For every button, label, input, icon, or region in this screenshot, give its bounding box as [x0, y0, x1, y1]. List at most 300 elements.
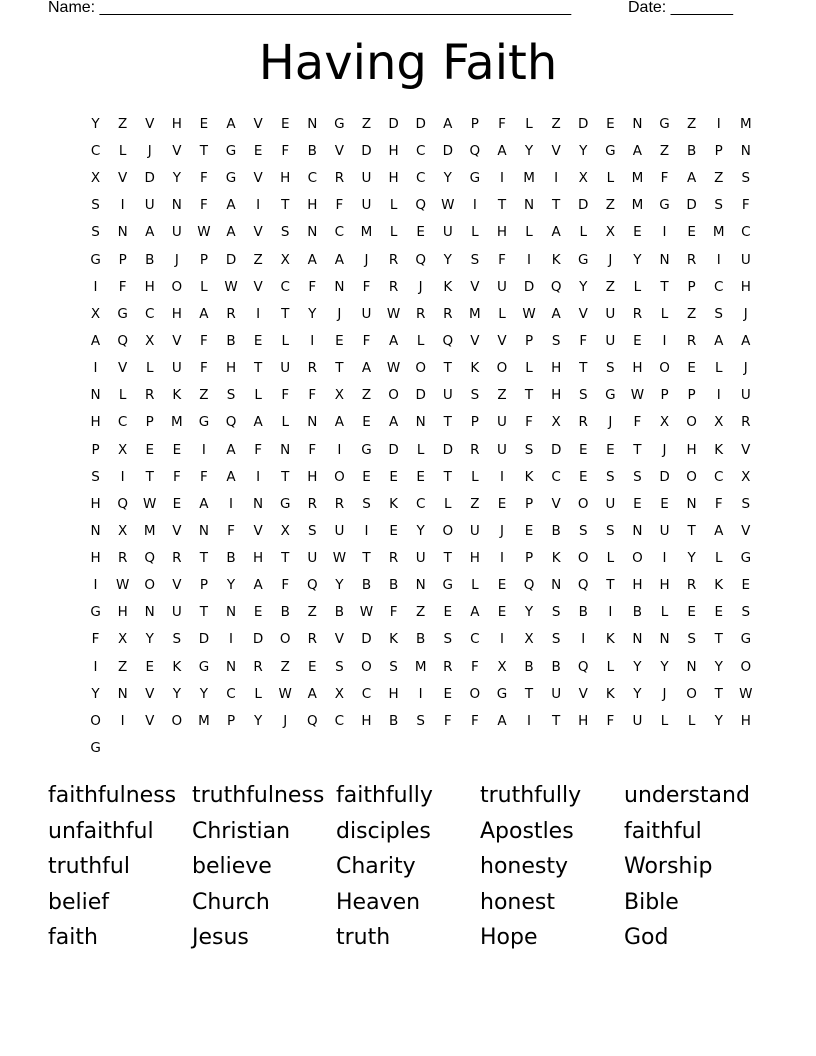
grid-letter: H — [388, 685, 399, 702]
grid-letter: J — [337, 305, 342, 322]
grid-letter: A — [199, 495, 209, 512]
word-bank-item: faith — [48, 925, 98, 950]
grid-letter: I — [93, 577, 98, 594]
grid-letter: V — [470, 332, 480, 349]
grid-letter: A — [686, 170, 697, 187]
grid-letter: G — [605, 142, 616, 159]
grid-letter: X — [524, 631, 534, 648]
grid-letter: F — [200, 332, 208, 349]
grid-letter: I — [716, 251, 721, 268]
grid-letter: N — [171, 197, 182, 214]
grid-letter: S — [551, 631, 561, 648]
grid-letter: Q — [577, 658, 589, 675]
grid-letter: N — [225, 604, 237, 621]
grid-letter: F — [281, 142, 290, 159]
grid-letter: M — [523, 170, 535, 187]
grid-letter: P — [660, 387, 669, 404]
grid-letter: C — [117, 414, 128, 431]
grid-letter: G — [605, 387, 616, 404]
grid-letter: J — [364, 251, 369, 268]
word-bank-item: belief — [48, 889, 110, 915]
grid-letter: D — [144, 170, 155, 187]
grid-letter: A — [334, 251, 345, 268]
grid-letter: X — [497, 658, 507, 675]
word-bank-item: truthful — [48, 854, 130, 879]
grid-letter: D — [578, 197, 589, 214]
grid-letter: J — [283, 712, 288, 729]
grid-letter: Y — [443, 170, 452, 187]
grid-letter: Q — [442, 332, 454, 349]
grid-letter: I — [499, 631, 504, 648]
grid-letter: E — [497, 577, 507, 594]
grid-letter: B — [145, 251, 155, 268]
grid-letter: Y — [524, 604, 534, 621]
grid-letter: D — [252, 631, 264, 648]
grid-letter: G — [469, 170, 481, 187]
grid-letter: C — [280, 278, 290, 295]
grid-letter: L — [525, 115, 533, 132]
grid-letter: H — [551, 360, 562, 377]
grid-letter: P — [687, 387, 696, 404]
grid-letter: P — [714, 142, 723, 159]
grid-letter: U — [605, 305, 616, 322]
grid-letter: W — [115, 577, 130, 594]
grid-letter: L — [471, 577, 479, 594]
grid-letter: V — [741, 522, 751, 539]
grid-letter: G — [578, 251, 589, 268]
word-bank-item: Charity — [336, 854, 416, 879]
grid-letter: G — [496, 685, 508, 702]
grid-letter: A — [551, 305, 561, 322]
grid-letter: A — [361, 360, 372, 377]
grid-letter: B — [416, 631, 426, 648]
grid-letter: W — [739, 685, 753, 702]
grid-letter: T — [362, 550, 371, 567]
grid-letter: Z — [686, 305, 697, 322]
grid-letter: E — [389, 468, 398, 485]
grid-letter: D — [198, 631, 210, 648]
grid-letter: T — [606, 577, 615, 594]
grid-letter: T — [281, 197, 290, 214]
grid-letter: L — [389, 197, 398, 214]
grid-letter: V — [145, 115, 155, 132]
grid-letter: S — [91, 197, 100, 214]
word-search-grid — [82, 111, 759, 762]
grid-letter: F — [470, 658, 479, 675]
grid-letter: K — [551, 550, 561, 567]
grid-letter: T — [443, 360, 452, 377]
grid-letter: U — [551, 685, 562, 702]
grid-letter: T — [145, 468, 154, 485]
grid-letter: O — [361, 658, 372, 675]
grid-letter: O — [577, 550, 589, 567]
grid-letter: X — [605, 224, 615, 241]
grid-letter: R — [686, 577, 697, 594]
grid-letter: S — [578, 522, 588, 539]
grid-letter: H — [659, 577, 670, 594]
grid-letter: O — [686, 468, 697, 485]
grid-letter: P — [145, 414, 154, 431]
grid-letter: X — [280, 251, 290, 268]
grid-letter: L — [498, 305, 506, 322]
grid-letter: U — [361, 305, 372, 322]
grid-letter: G — [334, 115, 345, 132]
grid-letter: H — [551, 387, 562, 404]
grid-letter: H — [171, 115, 182, 132]
grid-letter: P — [524, 495, 534, 512]
grid-letter: R — [253, 658, 263, 675]
grid-letter: A — [714, 522, 724, 539]
grid-letter: H — [144, 278, 155, 295]
grid-letter: F — [606, 712, 615, 729]
grid-letter: R — [632, 305, 643, 322]
grid-letter: V — [253, 115, 263, 132]
grid-letter: D — [415, 115, 426, 132]
grid-letter: R — [334, 495, 345, 512]
grid-letter: Y — [714, 658, 723, 675]
grid-letter: V — [578, 305, 588, 322]
grid-letter: F — [443, 712, 452, 729]
grid-letter: M — [712, 224, 725, 241]
grid-letter: E — [687, 604, 696, 621]
grid-letter: P — [524, 332, 534, 349]
grid-letter: H — [90, 550, 101, 567]
grid-letter: C — [713, 278, 724, 295]
grid-letter: A — [307, 685, 317, 702]
grid-letter: I — [662, 224, 667, 241]
grid-letter: B — [686, 142, 697, 159]
grid-letter: C — [145, 305, 155, 322]
grid-letter: N — [632, 522, 643, 539]
grid-letter: L — [254, 387, 262, 404]
grid-letter: A — [388, 332, 399, 349]
grid-letter: D — [442, 142, 453, 159]
grid-letter: E — [145, 658, 154, 675]
grid-letter: E — [741, 577, 751, 594]
grid-letter: H — [740, 278, 751, 295]
grid-letter: F — [200, 360, 208, 377]
grid-letter: S — [91, 468, 100, 485]
grid-letter: E — [172, 441, 182, 458]
grid-letter: S — [551, 604, 561, 621]
grid-letter: F — [200, 468, 208, 485]
grid-letter: F — [579, 332, 588, 349]
grid-letter: Z — [118, 115, 128, 132]
grid-letter: X — [145, 332, 155, 349]
grid-letter: O — [171, 278, 183, 295]
grid-letter: I — [472, 197, 477, 214]
grid-letter: C — [361, 685, 372, 702]
grid-letter: E — [497, 604, 507, 621]
grid-letter: W — [143, 495, 157, 512]
grid-letter: U — [605, 495, 616, 512]
grid-letter: L — [471, 224, 479, 241]
grid-letter: E — [280, 115, 290, 132]
grid-letter: S — [633, 468, 642, 485]
grid-letter: H — [90, 495, 101, 512]
grid-letter: I — [716, 115, 721, 132]
grid-letter: F — [91, 631, 100, 648]
grid-letter: Q — [225, 414, 237, 431]
grid-letter: V — [172, 577, 182, 594]
grid-letter: V — [172, 142, 182, 159]
grid-letter: Y — [308, 305, 317, 322]
grid-letter: A — [497, 142, 507, 159]
word-bank-item: Jesus — [192, 925, 249, 950]
grid-letter: N — [334, 278, 345, 295]
grid-letter: Y — [145, 631, 154, 648]
grid-letter: I — [499, 170, 504, 187]
grid-letter: I — [93, 658, 98, 675]
grid-letter: I — [120, 712, 125, 729]
grid-letter: L — [687, 712, 696, 729]
grid-letter: E — [578, 468, 588, 485]
grid-letter: L — [525, 360, 533, 377]
grid-letter: I — [499, 468, 504, 485]
grid-letter: D — [686, 197, 697, 214]
grid-letter: G — [198, 414, 210, 431]
grid-letter: L — [714, 550, 723, 567]
grid-letter: R — [686, 251, 697, 268]
grid-letter: X — [90, 305, 101, 322]
grid-letter: L — [281, 332, 289, 349]
grid-letter: E — [362, 414, 371, 431]
grid-letter: N — [659, 631, 670, 648]
grid-letter: M — [171, 414, 183, 431]
grid-letter: A — [226, 224, 236, 241]
grid-letter: U — [171, 604, 182, 621]
grid-letter: Z — [280, 658, 290, 675]
word-bank-item: disciples — [336, 818, 431, 844]
grid-letter: E — [633, 332, 642, 349]
grid-letter: B — [551, 522, 561, 539]
grid-letter: R — [145, 387, 155, 404]
grid-letter: Y — [199, 685, 209, 702]
grid-letter: Y — [579, 142, 588, 159]
grid-letter: T — [199, 142, 209, 159]
grid-letter: F — [660, 170, 669, 187]
grid-letter: V — [253, 278, 263, 295]
grid-letter: U — [740, 251, 751, 268]
grid-letter: F — [227, 522, 235, 539]
grid-letter: V — [172, 332, 182, 349]
grid-letter: U — [442, 224, 453, 241]
grid-letter: Q — [306, 712, 318, 729]
grid-letter: U — [415, 550, 426, 567]
grid-letter: E — [687, 360, 696, 377]
grid-letter: D — [388, 115, 399, 132]
grid-letter: S — [226, 387, 236, 404]
grid-letter: L — [118, 142, 127, 159]
grid-letter: A — [226, 197, 236, 214]
grid-letter: O — [334, 468, 345, 485]
grid-letter: Y — [226, 577, 236, 594]
grid-letter: I — [120, 197, 125, 214]
grid-letter: F — [200, 197, 208, 214]
grid-letter: V — [118, 360, 128, 377]
grid-letter: U — [280, 360, 291, 377]
grid-letter: I — [120, 468, 125, 485]
word-bank-item: Hope — [480, 925, 538, 950]
grid-letter: Q — [523, 577, 535, 594]
grid-letter: J — [608, 414, 613, 431]
grid-letter: M — [469, 305, 481, 322]
grid-letter: L — [660, 604, 669, 621]
grid-letter: A — [551, 224, 561, 241]
grid-letter: C — [741, 224, 751, 241]
grid-letter: H — [253, 550, 264, 567]
grid-letter: P — [524, 550, 534, 567]
grid-letter: J — [662, 441, 667, 458]
grid-letter: B — [551, 658, 561, 675]
grid-letter: Z — [416, 604, 426, 621]
grid-letter: O — [171, 712, 183, 729]
grid-letter: C — [334, 712, 345, 729]
grid-letter: K — [389, 495, 398, 512]
grid-letter: T — [714, 685, 723, 702]
grid-letter: T — [281, 305, 290, 322]
word-bank-item: truthfully — [480, 783, 582, 808]
grid-letter: H — [469, 550, 480, 567]
grid-letter: H — [632, 360, 643, 377]
name-field-label: Name: _____________________________________________________ — [48, 0, 572, 16]
grid-letter: H — [307, 468, 318, 485]
grid-letter: Y — [714, 712, 723, 729]
grid-letter: H — [632, 577, 643, 594]
grid-letter: L — [606, 170, 615, 187]
grid-letter: U — [469, 522, 480, 539]
grid-letter: E — [172, 495, 182, 512]
grid-letter: E — [606, 115, 615, 132]
grid-letter: R — [443, 305, 453, 322]
grid-letter: F — [281, 387, 290, 404]
grid-letter: Q — [577, 577, 589, 594]
grid-letter: S — [606, 522, 615, 539]
grid-letter: T — [281, 468, 290, 485]
grid-letter: I — [716, 387, 721, 404]
grid-letter: D — [361, 631, 372, 648]
grid-letter: U — [171, 360, 182, 377]
grid-letter: E — [524, 522, 534, 539]
grid-letter: X — [741, 468, 751, 485]
grid-letter: A — [226, 441, 236, 458]
grid-letter: P — [199, 251, 208, 268]
grid-letter: L — [606, 658, 615, 675]
grid-letter: Y — [633, 658, 642, 675]
grid-letter: Z — [361, 387, 372, 404]
grid-letter: E — [253, 142, 263, 159]
grid-letter: O — [388, 387, 399, 404]
grid-letter: P — [687, 278, 696, 295]
grid-letter: X — [118, 522, 128, 539]
grid-letter: E — [714, 604, 723, 621]
grid-letter: F — [308, 278, 317, 295]
word-bank-item: God — [624, 925, 669, 950]
grid-letter: F — [172, 468, 181, 485]
grid-letter: P — [91, 441, 100, 458]
grid-letter: Y — [172, 170, 181, 187]
grid-letter: H — [578, 712, 589, 729]
grid-letter: U — [740, 387, 751, 404]
grid-letter: H — [496, 224, 508, 241]
grid-letter: S — [741, 604, 751, 621]
grid-letter: U — [497, 414, 507, 431]
grid-letter: L — [444, 495, 452, 512]
grid-letter: Z — [199, 387, 209, 404]
grid-letter: F — [498, 115, 506, 132]
grid-letter: A — [632, 142, 643, 159]
grid-letter: N — [307, 115, 318, 132]
grid-letter: E — [145, 441, 154, 458]
grid-letter: X — [118, 631, 128, 648]
grid-letter: Z — [118, 658, 128, 675]
grid-letter: J — [418, 278, 423, 295]
word-bank-item: truth — [336, 925, 391, 950]
grid-letter: O — [632, 550, 643, 567]
grid-letter: L — [389, 224, 398, 241]
grid-letter: I — [662, 332, 667, 349]
word-bank-item: Bible — [624, 889, 679, 915]
grid-letter: U — [632, 712, 643, 729]
grid-letter: X — [551, 414, 561, 431]
grid-letter: J — [662, 685, 667, 702]
grid-letter: E — [253, 604, 263, 621]
grid-letter: K — [714, 441, 724, 458]
grid-letter: L — [200, 278, 208, 295]
grid-letter: M — [198, 712, 210, 729]
grid-letter: S — [308, 522, 317, 539]
grid-letter: L — [416, 441, 425, 458]
grid-letter: C — [334, 224, 345, 241]
grid-letter: R — [388, 550, 399, 567]
grid-letter: N — [686, 495, 697, 512]
grid-letter: T — [199, 550, 209, 567]
word-bank-item: understand — [624, 783, 750, 808]
grid-letter: O — [442, 522, 454, 539]
word-bank-item: Church — [192, 889, 270, 915]
grid-letter: Z — [605, 278, 615, 295]
grid-letter: T — [497, 197, 507, 214]
grid-letter: S — [741, 170, 751, 187]
grid-letter: H — [117, 604, 128, 621]
grid-letter: V — [741, 441, 751, 458]
grid-letter: L — [471, 468, 479, 485]
grid-letter: C — [415, 142, 426, 159]
grid-letter: X — [714, 414, 724, 431]
grid-letter: U — [144, 197, 155, 214]
grid-letter: E — [253, 332, 263, 349]
grid-letter: S — [551, 332, 561, 349]
grid-letter: T — [579, 360, 588, 377]
grid-letter: E — [199, 115, 209, 132]
grid-letter: L — [254, 685, 262, 702]
grid-letter: G — [740, 550, 752, 567]
grid-letter: N — [415, 414, 426, 431]
word-bank-item: truthfulness — [192, 783, 325, 808]
grid-letter: I — [229, 495, 233, 512]
grid-letter: L — [660, 712, 669, 729]
grid-letter: W — [359, 604, 374, 621]
grid-letter: E — [416, 224, 425, 241]
grid-letter: I — [527, 712, 532, 729]
grid-letter: I — [256, 305, 261, 322]
grid-letter: S — [606, 360, 615, 377]
grid-letter: V — [551, 142, 561, 159]
grid-letter: E — [497, 495, 507, 512]
grid-letter: R — [388, 251, 399, 268]
grid-letter: U — [497, 441, 507, 458]
grid-letter: R — [172, 550, 182, 567]
